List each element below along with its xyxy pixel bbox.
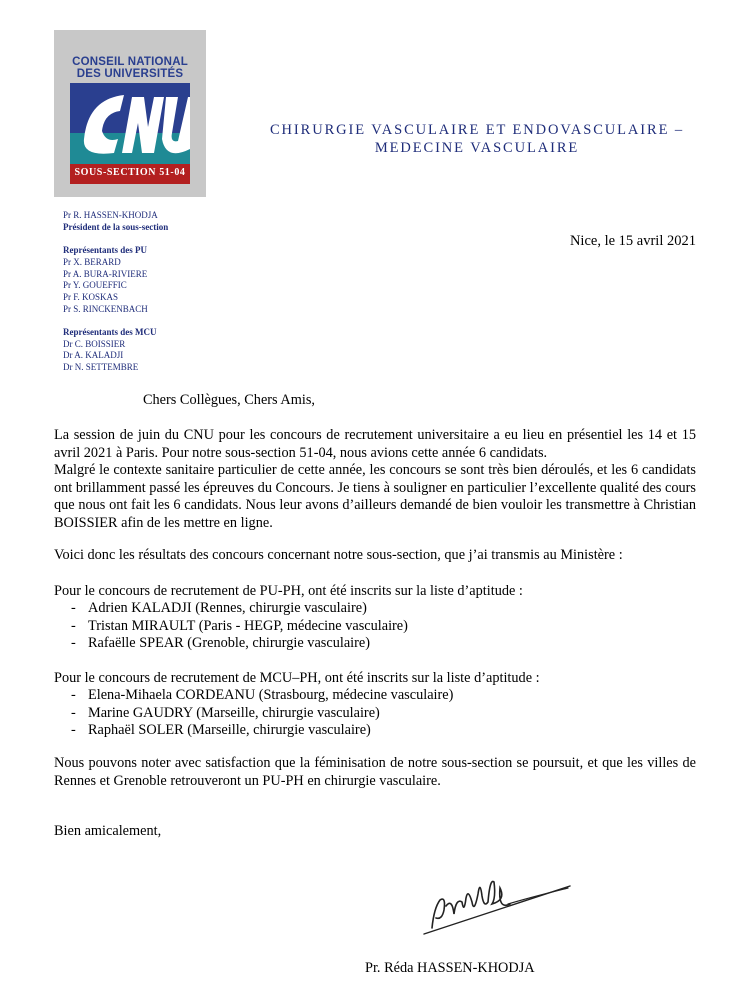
pu-ph-list — [71, 600, 408, 653]
list-item: - Elena-Mihaela CORDEANU (Strasbourg, médecine vasculaire) — [71, 687, 454, 703]
heading-line2: MEDECINE VASCULAIRE — [374, 140, 580, 156]
list-item: - Tristan MIRAULT (Paris - HEGP, médecine vasculaire) — [71, 617, 408, 634]
pu-member: Pr S. RINCKENBACH — [63, 303, 148, 314]
list-item-text: Tristan MIRAULT (Paris - HEGP, médecine vasculaire) — [88, 617, 408, 634]
list-item-text: Elena-Mihaela CORDEANU (Strasbourg, médecine vasculaire) — [88, 687, 454, 703]
list-item: - Marine GAUDRY (Marseille, chirurgie vasculaire) — [71, 704, 380, 721]
president-name: Pr R. HASSEN-KHODJA — [63, 210, 158, 220]
list-item-text: Adrien KALADJI (Rennes, chirurgie vasculaire) — [88, 600, 367, 616]
list-item-text: Raphaël SOLER (Marseille, chirurgie vasculaire) — [88, 722, 371, 739]
pu-member: Pr Y. GOUEFFIC — [63, 280, 127, 291]
list-item-text: Marine GAUDRY (Marseille, chirurgie vasculaire) — [88, 704, 380, 721]
list-item-text: Rafaëlle SPEAR (Grenoble, chirurgie vasculaire) — [88, 635, 371, 652]
pu-member: Pr X. BERARD — [63, 256, 121, 267]
pu-member: Pr A. BURA-RIVIERE — [63, 268, 148, 279]
letter-date: Nice, le 15 avril 2021 — [569, 233, 696, 249]
logo-subsection: SOUS-SECTION 51-04 — [74, 167, 186, 178]
list-item: - Adrien KALADJI (Rennes, chirurgie vasculaire) — [71, 600, 367, 616]
signer-name: Pr. Réda HASSEN-KHODJA — [365, 960, 535, 976]
mcu-representatives-title: Représentants des MCU — [63, 327, 157, 337]
heading-line1: CHIRURGIE VASCULAIRE ET ENDOVASCULAIRE – — [269, 122, 685, 138]
paragraph-feminisation: Nous pouvons noter avec satisfaction que la féminisation de notre sous-section se poursuit, et que les villes de Rennes et Grenoble retrouveront un PU-PH en chirurgie vasculaire. — [54, 755, 696, 789]
pu-ph-intro: Pour le concours de recrutement de PU-PH, ont été inscrits sur la liste d’aptitude : — [54, 583, 523, 599]
letter-heading — [236, 121, 718, 157]
mcu-ph-list — [71, 687, 453, 740]
list-item: - Raphaël SOLER (Marseille, chirurgie vasculaire) — [71, 722, 371, 739]
paragraph-session-text: La session de juin du CNU pour les concours de recrutement universitaire a eu lieu en présentiel les 14 et 15 avril 2021 à Paris. Pour notre sous-section 51-04, nous avions cette année 6 candidats. — [54, 427, 696, 461]
logo-line1: CONSEIL NATIONAL — [72, 56, 188, 68]
salutation: Chers Collègues, Chers Amis, — [143, 392, 315, 408]
mcu-member: Dr A. KALADJI — [63, 350, 124, 361]
paragraph-context-text: Malgré le contexte sanitaire particulier de cette année, les concours se sont très bien déroulés, et les 6 candidats ont brillamment passé les épreuves du Concours. Je tiens à souligner en particulier l’excellente qualité des cours que nous ont fait les 6 candidats. Nous leur avons d’ailleurs demandé de bien vouloir les transmettre à Christian BOISSIER afin de les mettre en ligne. — [54, 462, 696, 531]
mcu-ph-intro: Pour le concours de recrutement de MCU–PH, ont été inscrits sur la liste d’aptitude : — [54, 670, 540, 686]
logo-title — [54, 56, 206, 80]
sidebar-members — [63, 210, 243, 374]
cnu-logo — [54, 30, 206, 197]
signature-image — [418, 858, 578, 940]
president-title: Président de la sous-section — [63, 221, 169, 232]
paragraph-session — [54, 427, 696, 533]
list-item: - Rafaëlle SPEAR (Grenoble, chirurgie vasculaire) — [71, 635, 371, 652]
mcu-member: Dr C. BOISSIER — [63, 338, 126, 349]
logo-line2: DES UNIVERSITÉS — [76, 68, 184, 80]
cnu-emblem-icon — [70, 83, 190, 171]
pu-member: Pr F. KOSKAS — [63, 291, 119, 302]
mcu-member: Dr N. SETTEMBRE — [63, 362, 139, 373]
paragraph-results: Voici donc les résultats des concours concernant notre sous-section, que j’ai transmis au Ministère : — [54, 547, 623, 563]
closing: Bien amicalement, — [54, 823, 162, 839]
pu-representatives-title: Représentants des PU — [63, 245, 147, 256]
